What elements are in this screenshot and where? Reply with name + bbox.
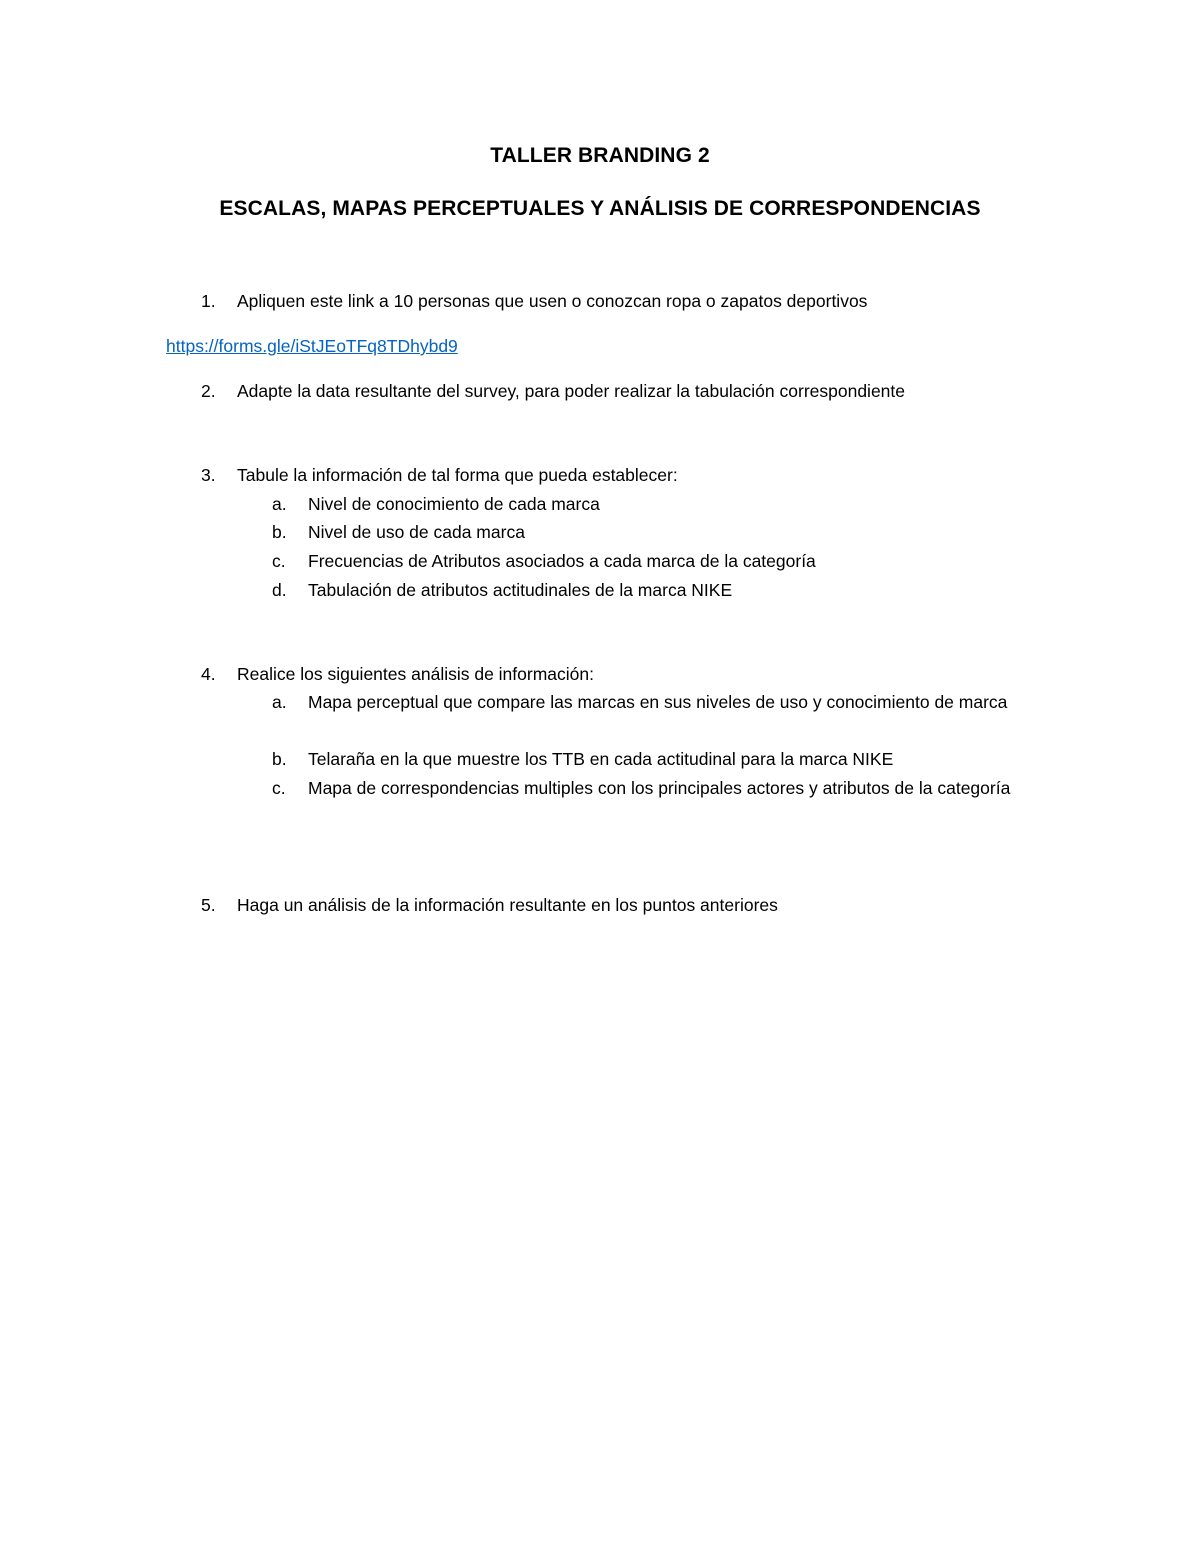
sub-list-item-letter: c. (272, 778, 286, 798)
sub-list-item (0, 688, 1200, 744)
list-item-text: Tabule la información de tal forma que pueda establecer: (237, 465, 678, 485)
sub-list-item (0, 774, 1200, 830)
sub-list-item (0, 576, 1200, 604)
list-item-3 (0, 461, 1200, 489)
sub-list-item (0, 490, 1200, 518)
list-item-number: 4. (201, 664, 216, 684)
sub-list-item-letter: c. (272, 551, 286, 571)
sub-list-item-text: Mapa de correspondencias multiples con los principales actores y atributos de la categoría (308, 778, 1011, 798)
list-item-5 (0, 891, 1200, 919)
sub-list-item-text: Telaraña en la que muestre los TTB en cada actitudinal para la marca NIKE (308, 749, 894, 769)
sub-list-item-text: Tabulación de atributos actitudinales de la marca NIKE (308, 580, 733, 600)
sub-list-item (0, 745, 1200, 773)
document-title: TALLER BRANDING 2 (490, 144, 710, 167)
list-item-number: 2. (201, 381, 216, 401)
sub-list-item-letter: b. (272, 522, 287, 542)
list-item-number: 3. (201, 465, 216, 485)
list-item-number: 1. (201, 291, 216, 311)
list-item-text: Apliquen este link a 10 personas que usen o conozcan ropa o zapatos deportivos (237, 291, 868, 311)
list-item-1 (0, 287, 1200, 315)
sub-list-item-text: Frecuencias de Atributos asociados a cada marca de la categoría (308, 551, 816, 571)
sub-list-item-text: Nivel de uso de cada marca (308, 522, 525, 542)
list-item-2 (0, 377, 1200, 405)
sub-list-item (0, 547, 1200, 575)
sub-list-item-letter: d. (272, 580, 287, 600)
document-subtitle: ESCALAS, MAPAS PERCEPTUALES Y ANÁLISIS DE CORRESPONDENCIAS (219, 197, 981, 220)
sub-list-item (0, 518, 1200, 546)
list-item-number: 5. (201, 895, 216, 915)
sub-list-item-text: Nivel de conocimiento de cada marca (308, 494, 600, 514)
list-item-text: Adapte la data resultante del survey, para poder realizar la tabulación correspondiente (237, 381, 906, 401)
survey-form-link[interactable]: https://forms.gle/iStJEoTFq8TDhybd9 (166, 336, 458, 356)
list-item-4 (0, 660, 1200, 688)
list-item-text: Realice los siguientes análisis de información: (237, 664, 594, 684)
sub-list-item-letter: b. (272, 749, 287, 769)
sub-list-item-letter: a. (272, 692, 287, 712)
sub-list-item-text: Mapa perceptual que compare las marcas en sus niveles de uso y conocimiento de marca (308, 692, 1008, 712)
sub-list-item-letter: a. (272, 494, 287, 514)
list-item-text: Haga un análisis de la información resultante en los puntos anteriores (237, 895, 778, 915)
